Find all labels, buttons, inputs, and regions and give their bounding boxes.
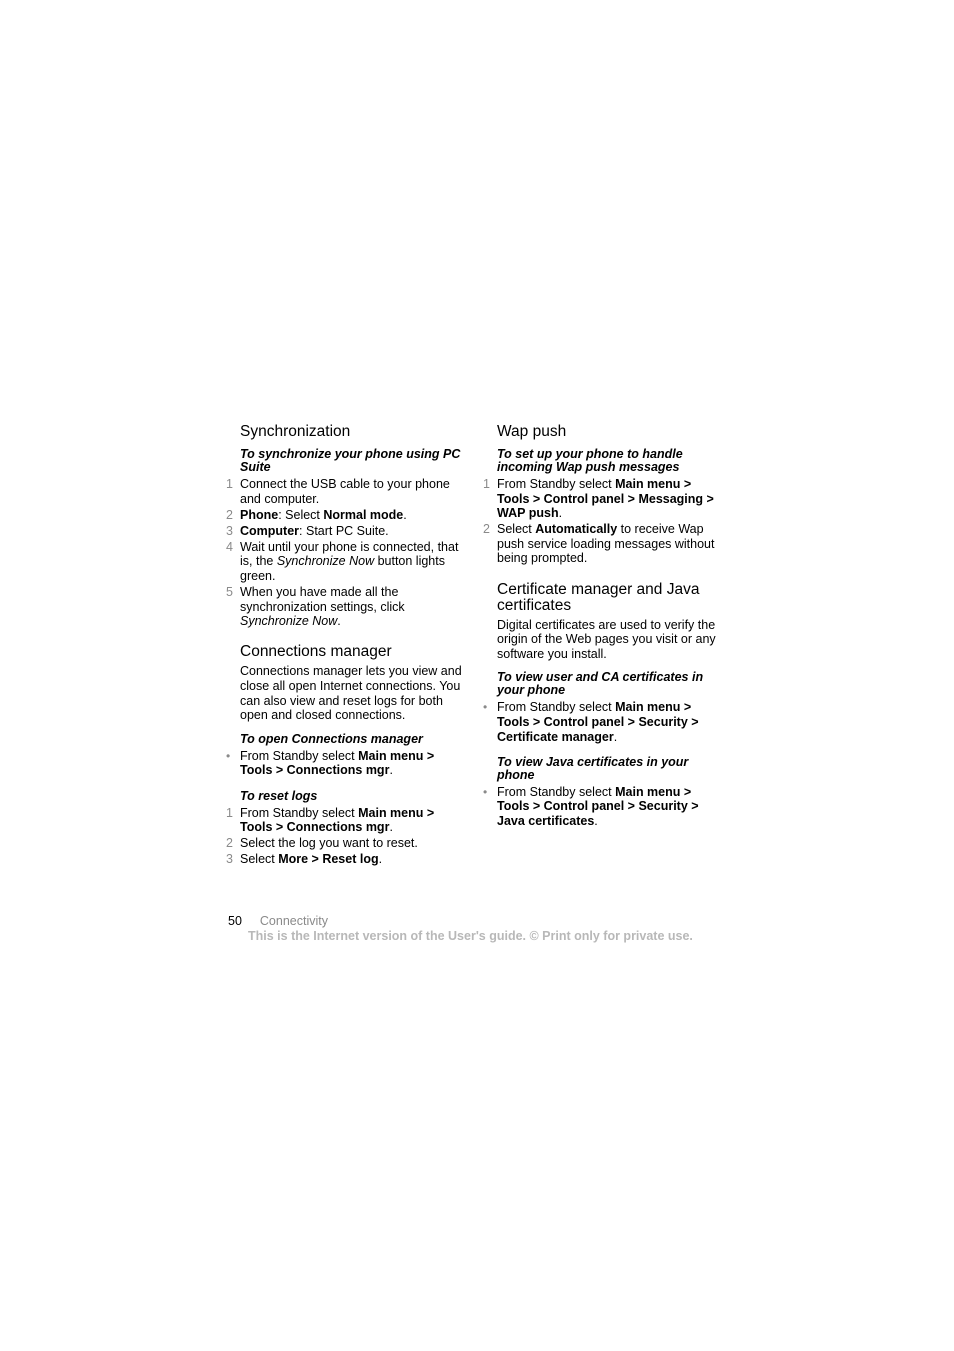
java-certificates-procedure-title: To view Java certificates in your phone: [497, 754, 689, 782]
ca-certificates-step: • From Standby select Main menu > Tools > Control panel > Security > Certificate manager.: [483, 700, 699, 744]
sync-step-4: 4 Wait until your phone is connected, that is, the Synchronize Now button lights green.: [226, 539, 459, 584]
page-number: 50: [228, 914, 242, 928]
wap-procedure-title: To set up your phone to handle incoming Wap push messages: [497, 447, 683, 474]
wap-push-heading: Wap push: [497, 423, 567, 440]
step-number: 5: [226, 585, 233, 600]
reset-logs-procedure-title: To reset logs: [240, 788, 318, 803]
sync-step-2: 2 Phone: Select Normal mode.: [226, 507, 407, 522]
step-number: 1: [483, 477, 490, 491]
page-footer: [228, 914, 328, 929]
copyright-notice: This is the Internet version of the User's guide. © Print only for private use.: [248, 929, 693, 943]
step-number: 3: [226, 523, 233, 538]
sync-procedure-title: To synchronize your phone using PC Suite: [240, 447, 461, 474]
wap-step-2: 2 Select Automatically to receive Wap push service loading messages without being prompted.: [483, 522, 715, 566]
right-column: [483, 423, 719, 830]
step-number: 4: [226, 539, 233, 554]
left-column: [226, 423, 462, 868]
step-number: 2: [483, 522, 490, 537]
connections-manager-heading: Connections manager: [240, 643, 392, 661]
step-number: 1: [226, 477, 233, 491]
certificate-manager-heading: Certificate manager and Java certificates: [497, 580, 700, 614]
sync-step-3: 3 Computer: Start PC Suite.: [226, 523, 389, 538]
sync-step-5: 5 When you have made all the synchronization settings, click Synchronize Now.: [226, 585, 405, 629]
connections-manager-intro: Connections manager lets you view and close all open Internet connections. You can also view and reset logs for both open and closed connections.: [240, 664, 462, 723]
step-number: 3: [226, 852, 233, 867]
sync-step-1: 1 Connect the USB cable to your phone and computer.: [226, 477, 450, 506]
synchronization-heading: Synchronization: [240, 423, 351, 440]
bullet: •: [483, 784, 488, 799]
reset-logs-step-2: 2 Select the log you want to reset.: [226, 836, 418, 851]
step-number: 2: [226, 836, 233, 851]
reset-logs-step-1: 1 From Standby select Main menu > Tools > Connections mgr.: [226, 805, 435, 835]
wap-step-1: 1 From Standby select Main menu > Tools > Control panel > Messaging > WAP push.: [483, 477, 714, 521]
bullet: •: [226, 748, 231, 763]
ca-certificates-procedure-title: To view user and CA certificates in your phone: [497, 670, 704, 698]
section-name: Connectivity: [259, 914, 328, 928]
certificate-intro: Digital certificates are used to verify the origin of the Web pages you visit or any software you install.: [497, 617, 716, 661]
bullet: •: [483, 700, 488, 715]
open-connections-step: • From Standby select Main menu > Tools > Connections mgr.: [226, 748, 435, 778]
step-number: 2: [226, 507, 233, 522]
open-connections-procedure-title: To open Connections manager: [240, 731, 423, 746]
reset-logs-step-3: 3 Select More > Reset log.: [226, 852, 383, 867]
java-certificates-step: • From Standby select Main menu > Tools > Control panel > Security > Java certificates.: [483, 784, 699, 828]
step-number: 1: [226, 805, 233, 820]
